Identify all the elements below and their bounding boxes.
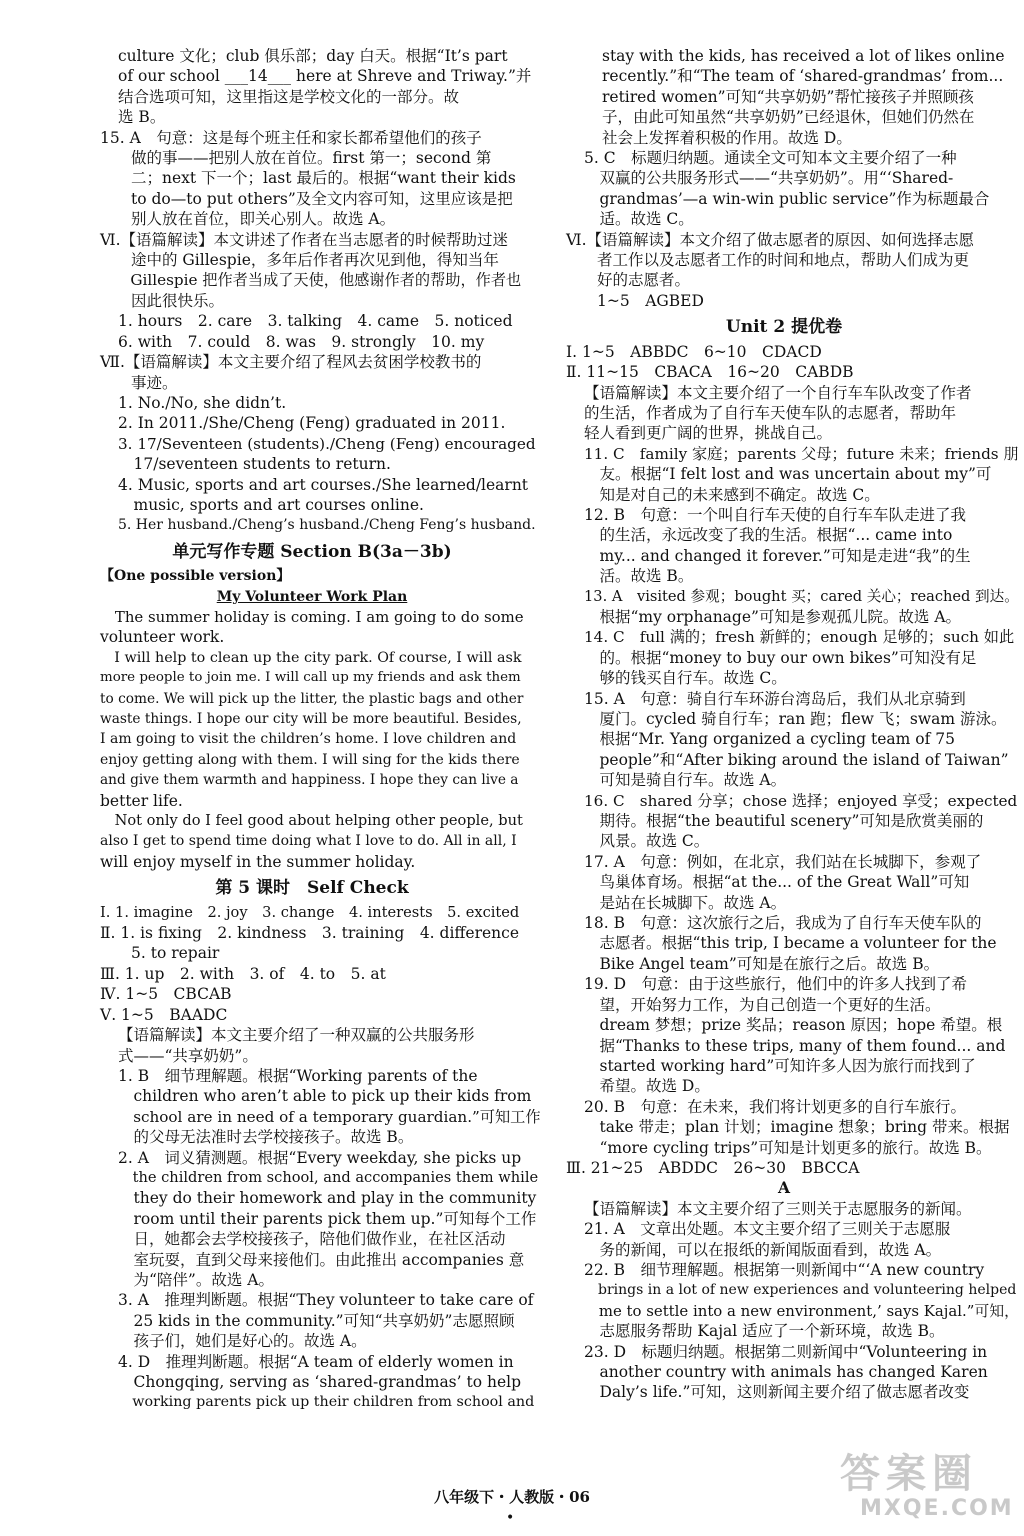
text-line: 16. C shared 分享；chose 选择；enjoyed 享受；expected (584, 791, 1018, 810)
text-line: 根据“my orphanage”可知是参观孤儿院。故选 A。 (584, 607, 962, 626)
text-line: music, sports and art courses online. (118, 495, 424, 514)
text-line: dream 梦想；prize 奖品；reason 原因；hope 希望。根 (584, 1016, 1003, 1035)
answer-block (566, 383, 1002, 444)
text-line: 5. to repair (100, 944, 220, 963)
text-line: 社会上发挥着积极的作用。故选 D。 (602, 128, 852, 147)
answer-block (100, 1066, 541, 1413)
text-line: and give them warmth and happiness. I hope they can live a (100, 772, 519, 789)
answer-block (100, 311, 524, 352)
text-line: take 带走；plan 计划；imagine 想象；bring 带来。根据 (584, 1118, 1010, 1137)
text-line: of our school ___14___ here at Shreve and Triway.”并 (118, 67, 532, 86)
text-line: 风景。故选 C。 (584, 832, 710, 851)
answer-block (100, 903, 524, 1025)
text-line: Ⅳ. 1~5 CBCAB (100, 985, 232, 1004)
text-line: 4. Music, sports and art courses./She learned/learnt (118, 475, 529, 494)
text-line: enjoy getting along with them. I will sing for the kids there (100, 751, 520, 768)
watermark-logo: 答案圈 MXQE.COM (840, 1451, 1014, 1521)
text-line: people”和“After biking around the island of Taiwan” (584, 750, 1009, 769)
answer-block (566, 1158, 1002, 1178)
text-line: 21. A 文章出处题。本文主要介绍了三则关于志愿服 (584, 1220, 951, 1239)
text-line: retired women”可知“共享奶奶”帮忙接孩子并照顾孩 (602, 87, 974, 106)
text-line: 选 B。 (118, 108, 166, 127)
text-line: volunteer work. (100, 628, 225, 647)
text-line: more people to join me. I will call up my friends and ask them (100, 670, 521, 686)
text-line: “more cycling trips”可知是计划更多的旅行。故选 B。 (584, 1138, 992, 1157)
essay-body (100, 607, 524, 872)
text-line: 3. 17/Seventeen (students)./Cheng (Feng) encouraged (118, 434, 536, 453)
text-line: 期待。根据“the beautiful scenery”可知是欣赏美丽的 (584, 812, 984, 831)
answer-block (100, 393, 536, 536)
text-line: will enjoy myself in the summer holiday. (100, 852, 416, 871)
text-line: grandmas’—a win-win public service”作为标题最合 (584, 189, 990, 208)
text-line: 1. hours 2. care 3. talking 4. came 5. noticed (118, 312, 513, 331)
text-line: 【语篇解读】本文主要介绍了一种双赢的公共服务形 (118, 1026, 475, 1045)
section-heading-self-check: 第 5 课时 Self Check (215, 878, 409, 899)
text-line: 【语篇解读】本文主要介绍了三则关于志愿服务的新闻。 (584, 1199, 972, 1218)
text-line: 好的志愿者。 (566, 271, 691, 290)
text-line: 的生活，作者成为了自行车天使车队的志愿者，帮助年 (584, 403, 957, 422)
version-label: 【One possible version】 (100, 568, 291, 585)
text-line: 式——“共享奶奶”。 (118, 1046, 258, 1065)
text-line: 20. B 句意：在未来，我们将计划更多的自行车旅行。 (584, 1097, 966, 1116)
text-line: 15. A 句意：骑自行车环游台湾岛后，我们从北京骑到 (584, 689, 966, 708)
text-line: 厦门。cycled 骑自行车；ran 跑；flew 飞；swam 游泳。 (584, 710, 1007, 728)
answer-block (100, 1025, 524, 1066)
text-line: 11. C family 家庭；parents 父母；future 未来；friends 朋 (584, 444, 1019, 463)
text-line: 的生活，永远改变了我的生活。根据“... came into (584, 526, 953, 545)
text-line: 3. A 推理判断题。根据“They volunteer to take care of (118, 1291, 534, 1310)
section-heading-unit2: Unit 2 提优卷 (725, 317, 843, 338)
text-line: Ⅱ. 11~15 CBACA 16~20 CABDB (566, 363, 854, 382)
text-line: Ⅱ. 1. is fixing 2. kindness 3. training 4. difference (100, 924, 520, 943)
text-line: 做的事——把别人放在首位。first 第一；second 第 (100, 149, 492, 168)
text-line: 友。根据“I felt lost and was uncertain about my”可 (584, 465, 992, 484)
text-line: waste things. I hope our city will be more beautiful. Besides, (100, 711, 522, 727)
text-line: 23. D 标题归纳题。根据第二则新闻中“Volunteering in (584, 1342, 988, 1361)
text-line: 活。故选 B。 (584, 567, 694, 586)
text-line: 志愿者。根据“this trip, I became a volunteer for the (584, 934, 997, 953)
text-line: Ⅲ. 1. up 2. with 3. of 4. to 5. at (100, 964, 386, 983)
answer-block (100, 230, 524, 312)
section-heading-writing: 单元写作专题 Section B(3a－3b) (172, 541, 452, 562)
text-line: Bike Angel team”可知是在旅行之后。故选 B。 (584, 954, 940, 973)
text-line: 鸟巢体育场。根据“at the... of the Great Wall”可知 (584, 873, 970, 892)
text-line: 别人放在首位，即关心别人。故选 A。 (100, 210, 396, 229)
text-line: Ⅶ.【语篇解读】本文主要介绍了程风去贫困学校教书的 (100, 353, 482, 372)
text-line: 19. D 句意：由于这些旅行，他们中的许多人找到了希 (584, 975, 968, 994)
text-line: 12. B 句意：一个叫自行车天使的自行车车队走进了我 (584, 505, 966, 524)
text-line: 二；next 下一个；last 最后的。根据“want their kids (100, 169, 516, 188)
passage-letter: A (777, 1178, 791, 1198)
text-line: Daly’s life.”可知，这则新闻主要介绍了做志愿者改变 (584, 1383, 970, 1402)
text-line: 因此很快乐。 (100, 291, 225, 310)
text-line: 【语篇解读】本文主要介绍了一个自行车车队改变了作者 (584, 383, 972, 402)
text-line: 孩子们，她们是好心的。故选 A。 (118, 1332, 367, 1351)
text-line: 1. No./No, she didn’t. (118, 393, 287, 412)
left-column (100, 46, 541, 1413)
text-line: 望，开始努力工作，为自己创造一个更好的生活。 (584, 995, 941, 1014)
answer-block (100, 128, 524, 230)
text-line: Ⅲ. 21~25 ABDDC 26~30 BBCCA (566, 1158, 860, 1177)
text-line: 17. A 句意：例如，在北京，我们站在长城脚下，参观了 (584, 852, 982, 871)
text-line: Ⅵ.【语篇解读】本文讲述了作者在当志愿者的时候帮助过迷 (100, 230, 509, 249)
text-line: Ⅰ. 1~5 ABBDC 6~10 CDACD (566, 342, 822, 361)
answer-block (566, 342, 1002, 383)
text-line: brings in a lot of new experiences and volunteering helped (584, 1282, 1017, 1299)
text-line: 2. A 词义猜测题。根据“Every weekday, she picks up (118, 1148, 522, 1167)
text-line: school are in need of a temporary guardian.”可知工作 (118, 1107, 541, 1126)
text-line: Not only do I feel good about helping other people, but (100, 812, 523, 830)
text-line: 轻人看到更广阔的世界，挑战自己。 (584, 424, 833, 443)
text-line: Ⅰ. 1. imagine 2. joy 3. change 4. interests 5. excited (100, 903, 520, 921)
text-line: 者工作以及志愿者工作的时间和地点，帮助人们成为更 (566, 251, 970, 270)
text-line: Gillespie 把作者当成了天使，他感谢作者的帮助，作者也 (100, 271, 522, 290)
text-line: children who aren’t able to pick up their kids from (118, 1087, 532, 1106)
text-line: 途中的 Gillespie，多年后作者再次见到他，得知当年 (100, 251, 499, 270)
answer-block (566, 148, 1002, 230)
text-line: 知是对自己的未来感到不确定。故选 C。 (584, 485, 880, 504)
text-line: 1~5 AGBED (566, 291, 704, 310)
text-line: 17/seventeen students to return. (118, 455, 391, 474)
page-footer: 八年级下・人教版・06 (434, 1488, 590, 1506)
answer-block (566, 46, 1005, 148)
text-line: 5. C 标题归纳题。通读全文可知本文主要介绍了一种 (584, 149, 957, 168)
text-line: 据“Thanks to these trips, many of them found... and (584, 1036, 1006, 1055)
text-line: to do—to put others”及全文内容可知，这里应该是把 (100, 189, 513, 208)
text-line: 事迹。 (100, 373, 178, 392)
text-line: 够的钱买自行车。故选 C。 (584, 669, 787, 688)
text-line: 结合选项可知，这里指这是学校文化的一部分。故 (118, 87, 460, 106)
text-line: 18. B 句意：这次旅行之后，我成为了自行车天使车队的 (584, 914, 982, 933)
text-line: 双赢的公共服务形式——“共享奶奶”。用“‘Shared- (584, 169, 954, 188)
text-line: I am going to visit the children’s home. I love children and (100, 731, 517, 748)
text-line: 14. C full 满的；fresh 新鲜的；enough 足够的；such 如此 (584, 628, 1015, 647)
text-line: 4. D 推理判断题。根据“A team of elderly women in (118, 1352, 514, 1371)
text-line: also I get to spend time doing what I love to do. All in all, I (100, 833, 517, 850)
text-line: stay with the kids, has received a lot of likes online (602, 47, 1005, 65)
answer-block (566, 230, 1002, 312)
text-line: 志愿服务帮助 Kajal 适应了一个新环境，故选 B。 (584, 1322, 945, 1341)
text-line: culture 文化；club 俱乐部；day 白天。根据“It’s part (118, 47, 508, 65)
text-line: Chongqing, serving as ‘shared-grandmas’ to help (118, 1373, 522, 1391)
text-line: I will help to clean up the city park. Of course, I will ask (100, 649, 522, 666)
text-line: 为“陪伴”。故选 A。 (118, 1270, 274, 1289)
answer-block (100, 352, 524, 393)
text-line: 15. A 句意：这是每个班主任和家长都希望他们的孩子 (100, 128, 482, 147)
text-line: to come. We will pick up the litter, the plastic bags and other (100, 690, 524, 707)
answer-block (566, 444, 1019, 1158)
footer-dot: • (506, 1510, 515, 1526)
text-line: Ⅵ.【语篇解读】本文介绍了做志愿者的原因、如何选择志愿 (566, 230, 975, 249)
text-line: the children from school, and accompanies them while (118, 1168, 539, 1186)
answer-block (100, 46, 532, 128)
text-line: 13. A visited 参观；bought 买；cared 关心；reached 到达。 (584, 587, 1019, 605)
text-line: 务的新闻，可以在报纸的新闻版面看到，故选 A。 (584, 1240, 942, 1259)
text-line: 1. B 细节理解题。根据“Working parents of the (118, 1066, 478, 1085)
text-line: better life. (100, 791, 183, 810)
answer-block (566, 1199, 1020, 1403)
text-line: 25 kids in the community.”可知“共享奶奶”志愿照顾 (118, 1311, 515, 1330)
text-line: 希望。故选 D。 (584, 1077, 710, 1096)
text-line: started working hard”可知许多人因为旅行而找到了 (584, 1056, 976, 1075)
text-line: 22. B 细节理解题。根据第一则新闻中“‘A new country (584, 1260, 985, 1279)
essay-title: My Volunteer Work Plan (216, 588, 408, 605)
text-line: my... and changed it forever.”可知是走进“我”的生 (584, 546, 971, 565)
text-line: working parents pick up their children from school and (118, 1394, 535, 1411)
text-line: 可知是骑自行车。故选 A。 (584, 771, 787, 790)
text-line: me to settle into a new environment,’ says Kajal.”可知， (584, 1301, 1020, 1320)
text-line: 5. Her husband./Cheng’s husband./Cheng Feng’s husband. (118, 517, 536, 534)
text-line: 子，由此可知虽然“共享奶奶”已经退休，但她们仍然在 (602, 108, 975, 127)
right-column (566, 46, 1020, 1403)
text-line: room until their parents pick them up.”可知每个工作 (118, 1209, 537, 1228)
text-line: 6. with 7. could 8. was 9. strongly 10. my (118, 332, 485, 351)
text-line: 适。故选 C。 (584, 210, 694, 229)
text-line: 是站在长城脚下。故选 A。 (584, 893, 787, 912)
text-line: 室玩耍，直到父母来接他们。由此推出 accompanies 意 (118, 1250, 525, 1269)
text-line: The summer holiday is coming. I am going to do some (100, 607, 524, 626)
text-line: 根据“Mr. Yang organized a cycling team of 75 (584, 730, 956, 749)
text-line: another country with animals has changed Karen (584, 1363, 988, 1381)
text-line: Ⅴ. 1~5 BAADC (100, 1005, 228, 1024)
text-line: 的父母无法准时去学校接孩子。故选 B。 (118, 1128, 414, 1147)
text-line: they do their homework and play in the community (118, 1189, 537, 1208)
text-line: recently.”和“The team of ‘shared-grandmas’ from... (602, 67, 1004, 86)
text-line: 的。根据“money to buy our own bikes”可知没有足 (584, 648, 977, 667)
text-line: 日，她都会去学校接孩子，陪他们做作业，在社区活动 (118, 1230, 506, 1249)
text-line: 2. In 2011./She/Cheng (Feng) graduated in 2011. (118, 414, 506, 433)
